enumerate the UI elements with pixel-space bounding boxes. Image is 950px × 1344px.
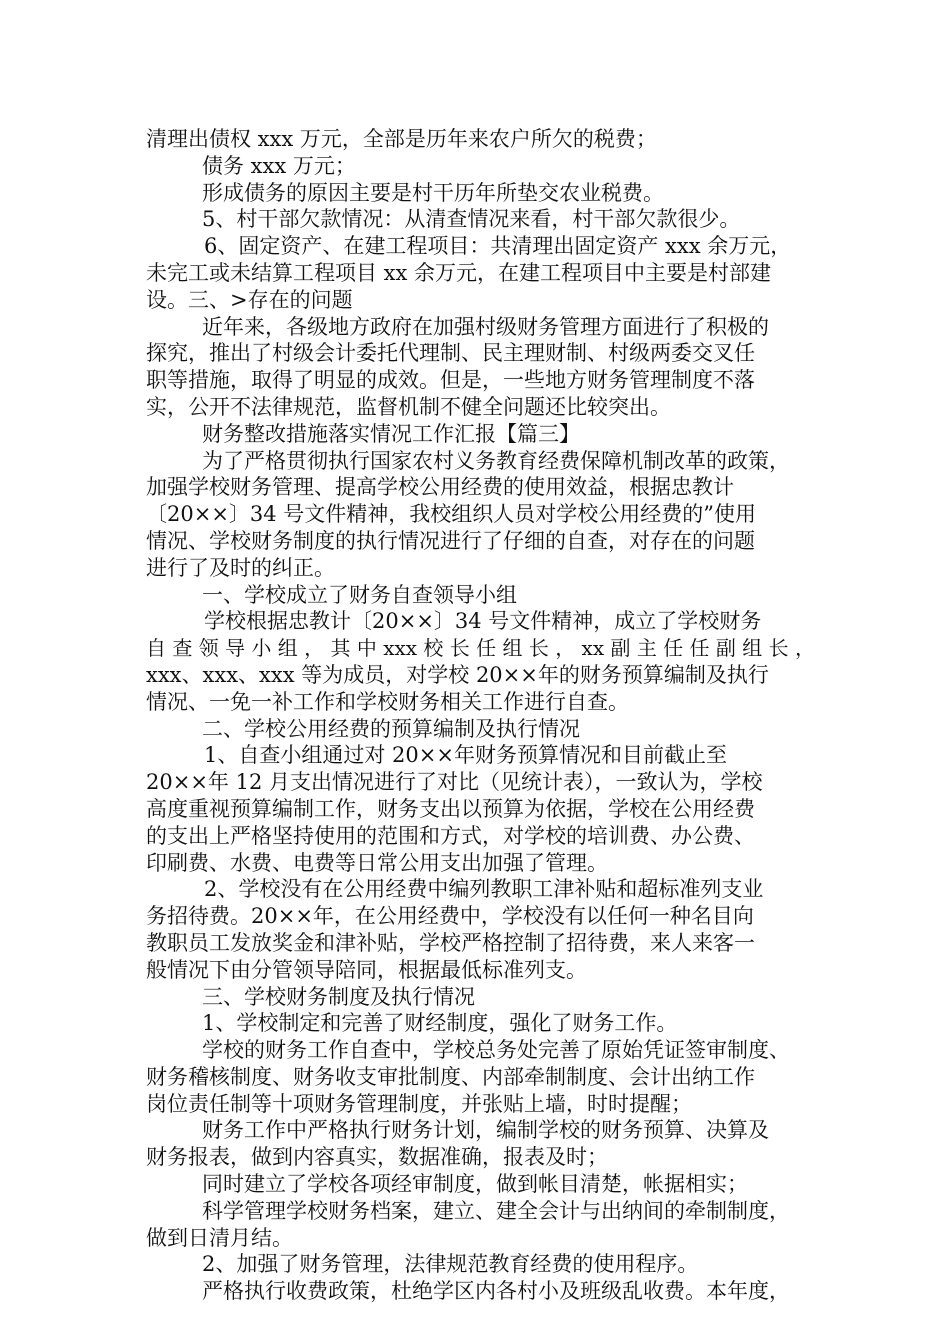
text-line: 做到日清月结。 [146,1225,293,1250]
section-heading: 三、学校财务制度及执行情况 [202,984,475,1009]
text-line: 财务报表，做到内容真实，数据准确，报表及时； [146,1145,608,1170]
text-line: 的支出上严格坚持使用的范围和方式，对学校的培训费、办公费、 [146,823,755,848]
text-line: 学校根据忠教计〔20××〕34 号文件精神，成立了学校财务 [204,609,762,634]
text-line: 5、村干部欠款情况：从清查情况来看，村干部欠款很少。 [202,207,741,232]
text-line: 科学管理学校财务档案，建立、建全会计与出纳间的牵制制度， [202,1198,790,1223]
text-line: xxx、xxx、xxx 等为成员，对学校 20××年的财务预算编制及执行 [146,662,769,687]
text-line: 自 查 领 导 小 组 ， 其 中 xxx 校 长 任 组 长 ， xx 副 主 任 任 副 组 长 ， [146,636,815,661]
text-line: 学校的财务工作自查中，学校总务处完善了原始凭证签审制度、 [202,1038,790,1063]
text-line: 情况、一免一补工作和学校财务相关工作进行自查。 [146,689,629,714]
text-line: 2、加强了财务管理，法律规范教育经费的使用程序。 [202,1252,699,1277]
text-line: 职等措施，取得了明显的成效。但是，一些地方财务管理制度不落 [146,368,755,393]
text-line: 为了严格贯彻执行国家农村义务教育经费保障机制改革的政策， [202,448,790,473]
section-heading: 一、学校成立了财务自查领导小组 [202,582,517,607]
text-line: 务招待费。20××年，在公用经费中，学校没有以任何一种名目向 [146,904,754,929]
text-line: 形成债务的原因主要是村干历年所垫交农业税费。 [202,180,664,205]
text-line: 20××年 12 月支出情况进行了对比（见统计表），一致认为，学校 [146,770,763,795]
text-line: 印刷费、水费、电费等日常公用支出加强了管理。 [146,850,608,875]
text-line: 高度重视预算编制工作，财务支出以预算为依据，学校在公用经费 [146,796,755,821]
text-line: 2、学校没有在公用经费中编列教职工津补贴和超标准列支业 [204,877,764,902]
text-line: 〔20××〕34 号文件精神，我校组织人员对学校公用经费的”使用 [146,502,757,527]
text-line: 近年来，各级地方政府在加强村级财务管理方面进行了积极的 [202,314,769,339]
section-heading: 二、学校公用经费的预算编制及执行情况 [202,716,580,741]
text-line: 财务稽核制度、财务收支审批制度、内部牵制制度、会计出纳工作 [146,1064,755,1089]
text-line: 设。三、>存在的问题 [146,287,353,312]
text-line: 加强学校财务管理、提高学校公用经费的使用效益，根据忠教计 [146,475,734,500]
text-line: 进行了及时的纠正。 [146,555,335,580]
text-line: 实，公开不法律规范，监督机制不健全问题还比较突出。 [146,394,671,419]
document-body [146,126,816,1305]
text-line: 清理出债权 xxx 万元，全部是历年来农户所欠的税费； [146,127,657,151]
text-line: 1、学校制定和完善了财经制度，强化了财务工作。 [202,1011,678,1036]
text-line: 岗位责任制等十项财务管理制度，并张贴上墙，时时提醒； [146,1091,692,1116]
text-line: 未完工或未结算工程项目 xx 余万元，在建工程项目中主要是村部建 [146,260,772,285]
text-line: 债务 xxx 万元； [202,153,356,178]
text-line: 同时建立了学校各项经审制度，做到帐目清楚，帐据相实； [202,1172,748,1197]
section-heading: 财务整改措施落实情况工作汇报【篇三】 [202,421,580,446]
text-line: 严格执行收费政策，杜绝学区内各村小及班级乱收费。本年度， [202,1279,790,1304]
text-line: 教职员工发放奖金和津补贴，学校严格控制了招待费，来人来客一 [146,930,755,955]
text-line: 情况、学校财务制度的执行情况进行了仔细的自查，对存在的问题 [146,528,755,553]
text-line: 般情况下由分管领导陪同，根据最低标准列支。 [146,957,587,982]
text-line: 6、固定资产、在建工程项目：共清理出固定资产 xxx 余万元， [204,234,792,259]
text-line: 探究，推出了村级会计委托代理制、民主理财制、村级两委交叉任 [146,341,755,366]
text-line: 财务工作中严格执行财务计划，编制学校的财务预算、决算及 [202,1118,769,1143]
text-line: 1、自查小组通过对 20××年财务预算情况和目前截止至 [204,743,727,768]
